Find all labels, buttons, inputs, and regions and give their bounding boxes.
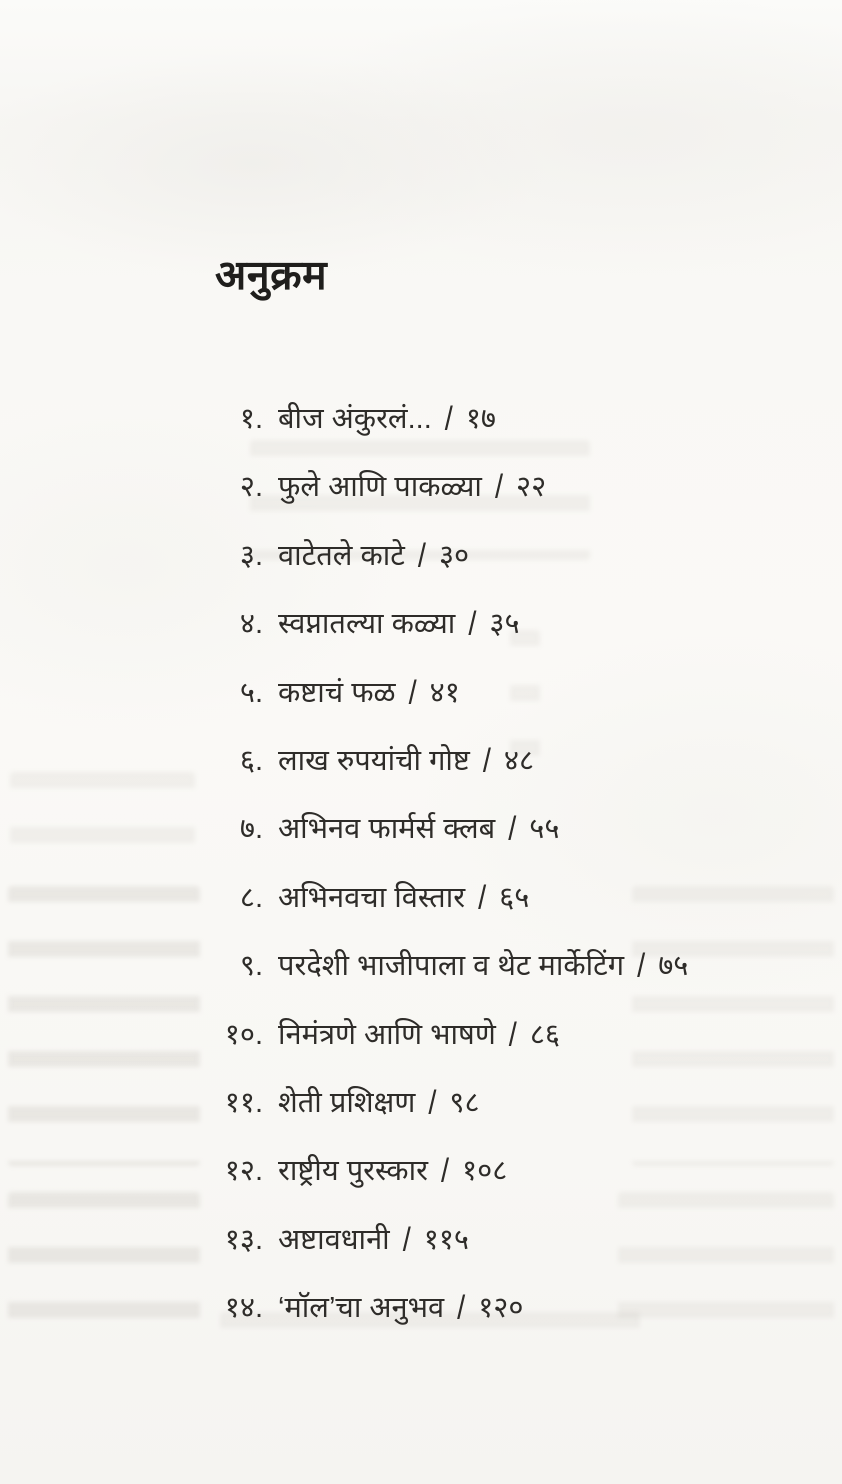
toc-item-entry xyxy=(278,1219,813,1258)
toc-item-number: ८. xyxy=(239,881,263,914)
toc-item-title: अभिनवचा विस्तार xyxy=(278,881,466,914)
toc-item-title: अभिनव फार्मर्स क्लब xyxy=(278,813,496,846)
toc-separator: / xyxy=(428,1084,437,1122)
toc-item xyxy=(213,398,813,466)
toc-separator: / xyxy=(478,879,487,917)
toc-item xyxy=(213,740,813,808)
toc-item-page: ५५ xyxy=(529,813,560,846)
toc-item-number: ११. xyxy=(224,1086,263,1119)
toc-item xyxy=(213,808,813,876)
toc-item xyxy=(213,1219,813,1287)
toc-item-title: राष्ट्रीय पुरस्कार xyxy=(278,1155,428,1188)
toc-item-page: १०८ xyxy=(462,1155,508,1188)
toc-separator: / xyxy=(402,1221,411,1259)
toc-item-page: ४८ xyxy=(503,744,535,777)
toc-item xyxy=(213,603,813,671)
toc-item-title: वाटेतले काटे xyxy=(278,539,405,572)
toc-item-entry xyxy=(278,1287,813,1326)
toc-item-entry xyxy=(278,877,813,916)
toc-item-page: ६५ xyxy=(499,881,530,914)
toc-item-number: ३. xyxy=(239,539,263,572)
toc-item-title: कष्टाचं फळ xyxy=(278,676,396,709)
toc-separator: / xyxy=(417,537,426,575)
toc-item-entry xyxy=(278,1150,813,1189)
bleedthrough-ghost-text xyxy=(8,1192,200,1347)
toc-item-page: ३५ xyxy=(489,608,520,641)
toc-separator: / xyxy=(637,947,646,985)
toc-item-title: फुले आणि पाकळ्या xyxy=(278,471,482,504)
toc-separator: / xyxy=(508,810,517,848)
toc-item-title: परदेशी भाजीपाला व थेट मार्केटिंग xyxy=(278,950,625,983)
toc-item-title: बीज अंकुरलं... xyxy=(278,403,432,435)
toc-separator: / xyxy=(494,468,504,506)
toc-item-number: १३. xyxy=(224,1223,263,1256)
toc-item-title: लाख रुपयांची गोष्ट xyxy=(278,744,470,777)
toc-item xyxy=(213,1014,813,1082)
toc-item-entry xyxy=(278,1014,813,1053)
toc-item-entry xyxy=(278,808,813,847)
toc-item-title: ‘मॉल’चा अनुभव xyxy=(278,1292,445,1325)
toc-item-page: ७५ xyxy=(658,950,689,983)
toc-item-number: ९. xyxy=(239,950,263,983)
toc-separator: / xyxy=(440,1152,450,1190)
toc-item xyxy=(213,1082,813,1150)
toc-separator: / xyxy=(444,400,453,438)
toc-item-number: ४. xyxy=(239,608,263,641)
toc-item-entry xyxy=(278,603,813,642)
toc-item xyxy=(213,466,813,534)
bleedthrough-ghost-text xyxy=(8,886,200,1166)
toc-item-entry xyxy=(278,672,813,711)
toc-item xyxy=(213,1287,813,1355)
toc-item-page: ८६ xyxy=(529,1018,561,1051)
toc-item-number: १०. xyxy=(224,1018,263,1051)
toc-item xyxy=(213,535,813,603)
bleedthrough-ghost-text xyxy=(10,772,195,847)
toc-item-number: १४. xyxy=(224,1292,263,1325)
toc-item-number: १२. xyxy=(224,1155,263,1188)
toc-item-page: ४१ xyxy=(429,676,460,709)
toc-item xyxy=(213,877,813,945)
toc-item-entry xyxy=(278,535,813,574)
toc-item-number: २. xyxy=(239,471,263,504)
page-title: अनुक्रम xyxy=(215,252,328,298)
toc-item-entry xyxy=(278,466,813,505)
toc-separator: / xyxy=(408,674,417,711)
toc-item-title: अष्टावधानी xyxy=(278,1223,390,1256)
toc-item-page: ९८ xyxy=(449,1086,480,1119)
toc-item-title: निमंत्रणे आणि भाषणे xyxy=(278,1018,496,1051)
toc-item xyxy=(213,672,813,740)
toc-item-title: स्वप्नातल्या कळ्या xyxy=(278,608,456,641)
toc-item xyxy=(213,1150,813,1218)
toc-item-entry xyxy=(278,740,813,779)
toc-separator: / xyxy=(508,1016,517,1053)
toc-item-page: १७ xyxy=(465,403,497,435)
toc-item-number: ६. xyxy=(239,744,263,777)
toc-item-title: शेती प्रशिक्षण xyxy=(278,1086,416,1119)
toc-item-page: १२० xyxy=(478,1292,524,1325)
toc-item-number: ७. xyxy=(239,813,263,846)
toc-item-entry xyxy=(278,398,813,437)
toc-item-number: ५. xyxy=(239,676,263,709)
toc-item xyxy=(213,945,813,1013)
toc-separator: / xyxy=(468,605,477,643)
toc-item-entry xyxy=(278,945,813,984)
toc-separator: / xyxy=(482,742,491,780)
toc-item-page: २२ xyxy=(516,471,547,504)
toc-list xyxy=(213,398,813,1355)
toc-item-page: ११५ xyxy=(423,1223,469,1256)
toc-item-entry xyxy=(278,1082,813,1121)
toc-separator: / xyxy=(457,1289,466,1327)
toc-item-page: ३० xyxy=(438,539,470,572)
toc-item-number: १. xyxy=(239,403,263,435)
